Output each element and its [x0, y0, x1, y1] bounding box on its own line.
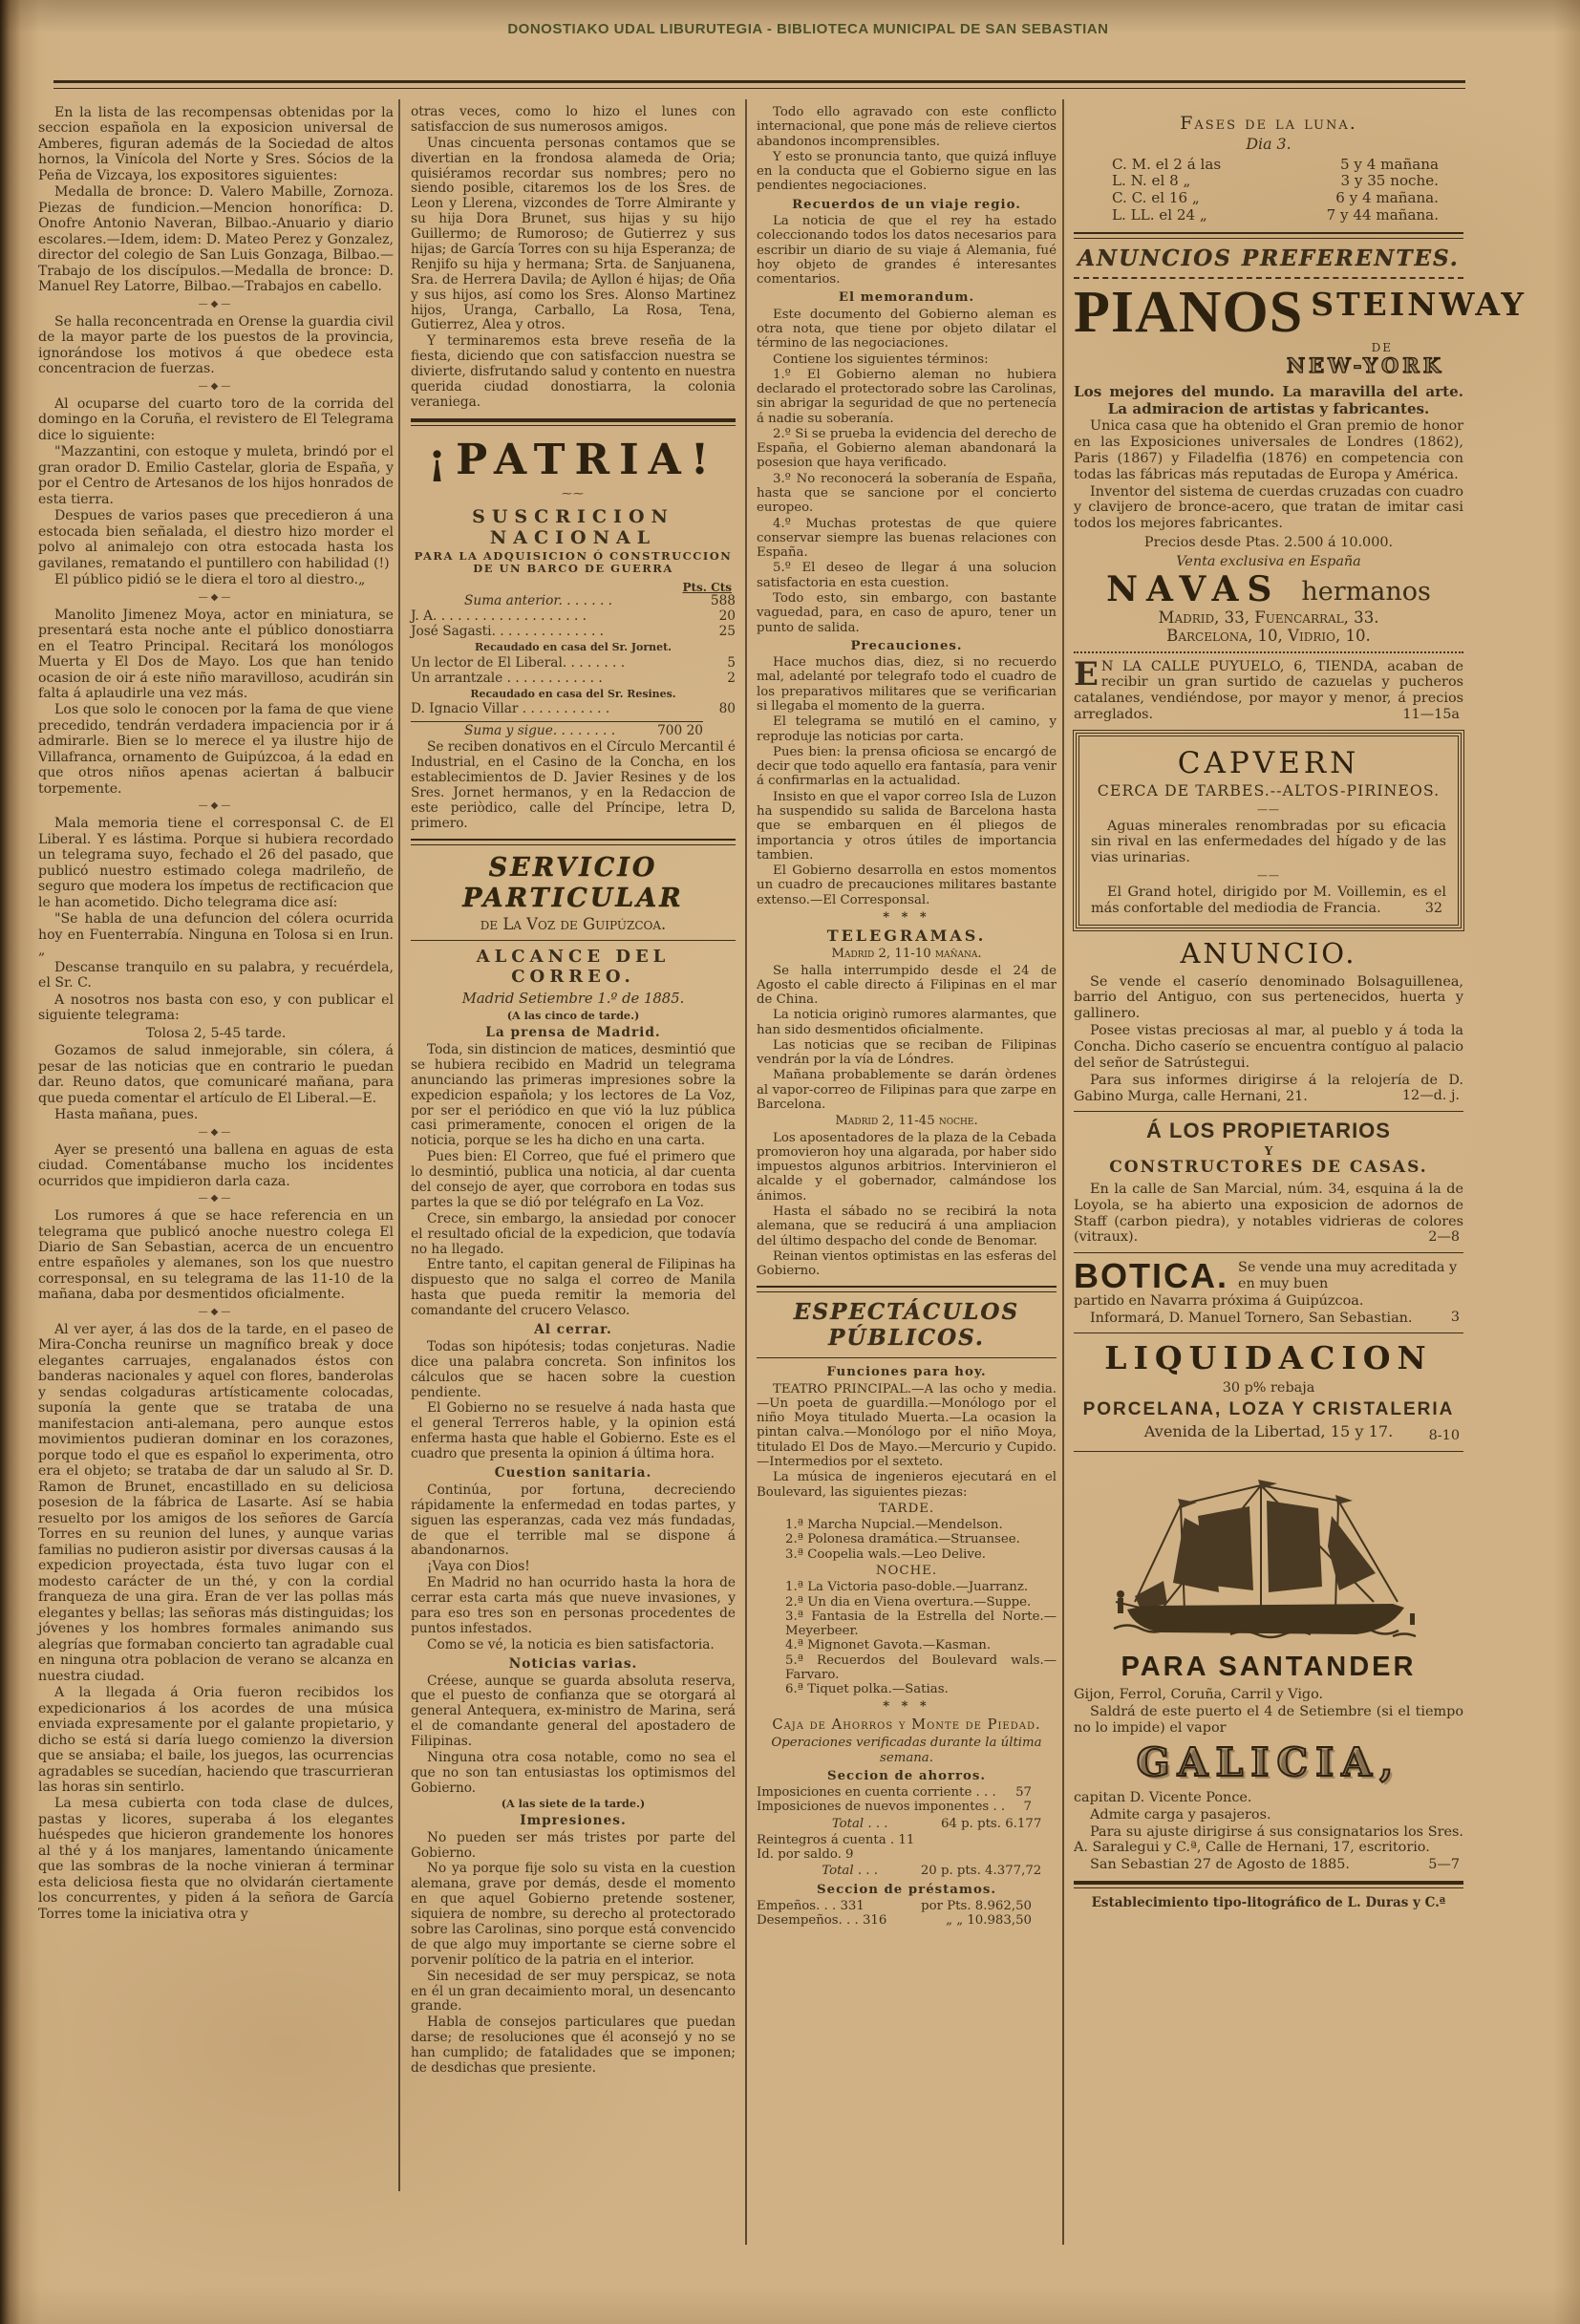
row-label: Imposiciones de nuevos imponentes . . — [757, 1800, 1006, 1815]
li: 6.ª Tiquet polka.—Satias. — [785, 1682, 949, 1697]
paragraph: Al ver ayer, á las dos de la tarde, en el paseo de Mira-Concha reunirse un magnífico break y doce elegantes carruajes, engalanados éstos con banderas nacionales y aquel con flores, banderolas y sendas colgaduras artísticamente colocadas, suponía la gente que se trataba de una manifestacion anti-alemana, pero aunque estos movimientos pudieran dominar en los corazones, porque todo el que es español lo experimenta, otro era el objeto; se trataba de dar un saludo al Sr. D. Ramon de Brunet, encastillado en su deliciosa posesion de la fábrica de Lasarte. Así se habia resuelto por los amigos de los señores de García Torres en su reunion del lunes, y aunque varias familias no pudieron asistir por diversas causas á la expedicion proyectada, ésta tuvo lugar con el modesto carácter de un thé, y con la cordial franqueza de una gira. Eran de ver las pollas más elegantes y bellas; las señoras más distinguidas; los jóvenes y los hombres formales animando sus alegrías que formaban concierto tan agradable cual en ninguna otra poblacion de verano se alcanza en nuestra ciudad. — [38, 1321, 394, 1684]
row-value: 3 y 35 noche. — [1340, 172, 1439, 190]
paragraph: Medalla de bronce: D. Valero Mabille, Zornoza. Piezas de fundicion.—Mencion honorífica: D. Onofre Antonio Naveran, Bilbao.-Anuario y diario escolares.—Idem, idem: D. Mateo Perez y Gonzalez, director del colegio de San Luis Gonzaga, Bilbao.—Trabajo de los discípulos.—Medalla de bronce: D. Manuel Rey Latorre, Bilbao.—Trabajos en cabello. — [38, 184, 394, 295]
paragraph: capitan D. Vicente Ponce. — [1074, 1789, 1252, 1805]
paragraph: El Gobierno desarrolla en estos momentos un cuadro de precauciones militares bastante extenso.—El Corresponsal. — [757, 864, 1057, 907]
li: 5.ª Recuerdos del Boulevard wals.—Farvaro. — [785, 1652, 1057, 1682]
date-it: Madrid Setiembre 1.º de 1885. — [461, 990, 685, 1007]
small-c: (A las cinco de tarde.) — [506, 1009, 640, 1023]
paragraph: EN LA CALLE PUYUELO, 6, TIENDA, acaban de recibir un gran surtido de cazuelas y pucheros catalanes, vendiéndose, por mayor y menor, á precios arreglados. — [1074, 654, 1463, 723]
paragraph: 2.º Si se prueba la evidencia del derecho de España, el Gobierno aleman abandonará la posesion que haya verificado. — [757, 426, 1057, 471]
adnum: 3 — [1450, 1310, 1460, 1326]
row-value: 80 — [718, 701, 736, 717]
ad-title-santander: PARA SANTANDER — [1121, 1651, 1417, 1682]
column-4 — [1074, 111, 1527, 1911]
row-label: Total . . . — [831, 1816, 888, 1831]
moon — [1112, 157, 1439, 174]
small-sc-c: NOCHE. — [875, 1563, 938, 1578]
row — [786, 1817, 1041, 1831]
hr — [1074, 1111, 1463, 1112]
paragraph: "Mazzantini, con estoque y muleta, brindó por el gran orador D. Emilio Castelar, gloria de España, y por el Centro de Artesanos de los hijos honrados de esta tierra. — [38, 444, 394, 507]
hrdot — [1074, 651, 1463, 653]
adnum: 8-10 — [1428, 1427, 1460, 1443]
li: 2.ª Polonesa dramática.—Struansee. — [785, 1532, 1020, 1547]
row-value: por Pts. 8.962,50 — [921, 1899, 1032, 1914]
paragraph: El telegrama se mutiló en el camino, y reproduje las noticias por carta. — [757, 714, 1057, 744]
row — [411, 702, 736, 717]
adnum: 2—8 — [1428, 1229, 1460, 1246]
paragraph: San Sebastian 27 de Agosto de 1885. — [1090, 1857, 1351, 1873]
h-anuncios: ANUNCIOS PREFERENTES. — [1078, 245, 1460, 271]
h-bold-c: Al cerrar. — [534, 1322, 612, 1337]
row — [786, 1864, 1041, 1878]
imprint: Establecimiento tipo-litográfico de L. Duras y C.ª — [1091, 1894, 1446, 1910]
paragraph: Gozamos de salud inmejorable, sin cólera, á pesar de las noticias que en contrario le puedan dar. Reuno datos, que comunicaré mañana, para que pueda comentar el artículo de El Liberal.—E. — [38, 1043, 394, 1106]
h-prop: Á LOS PROPIETARIOS — [1146, 1119, 1391, 1143]
h-servicio: SERVICIO PARTICULAR — [462, 853, 684, 913]
date-c: Tolosa 2, 5-45 tarde. — [145, 1025, 287, 1041]
row-label: Suma y sigue. . . . . . . . — [464, 723, 616, 739]
paragraph: Mala memoria tiene el corresponsal C. de El Liberal. Y es lástima. Porque si hubiera recordado un telegrama suyo, fechado el 26 del pasado, que publicó nuestro estimado colega madrileño, de seguro que modera los ímpetus de rectificacion que le han acometido. Dicho telegrama dice así: — [38, 816, 394, 910]
row-value: 5 — [727, 654, 736, 671]
paragraph: Se halla interrumpido desde el 24 de Agosto el cable directo á Filipinas en el mar de China. — [757, 963, 1057, 1008]
column-2 — [411, 105, 736, 2077]
center-n2: Avenida de la Libertad, 15 y 17. — [1143, 1421, 1394, 1440]
small-sc-c: TARDE. — [878, 1501, 935, 1516]
paragraph: Contiene los siguientes términos: — [773, 352, 989, 367]
paragraph: Saldrá de este puerto el 4 de Setiembre (si el tiempo no lo impide) el vapor — [1074, 1704, 1463, 1737]
paragraph: A la llegada á Oria fueron recibidos los expedicionarios á los acordes de una música enviada expresamente por el galante propietario, y dicho se está si daría luego comienzo la diversion que se ansiaba; el baile, los juegos, las ocurrencias agradables se sucedían, haciendo que trascurrieran las horas sin sentirlo. — [38, 1685, 394, 1795]
li: 2.ª Un dia en Viena overtura.—Suppe. — [785, 1594, 1032, 1610]
ad-title-botica — [1074, 1256, 1463, 1296]
row-value: 7 — [1023, 1800, 1032, 1815]
paragraph: ¡Vaya con Dios! — [427, 1559, 530, 1575]
row-value: hermanos — [1301, 577, 1431, 608]
paragraph: La noticia de que el rey ha estado coleccionando todos los datos necesarios para escribir un diario de su viaje á Alemania, fué hoy objeto de grandes é interesantes comentarios. — [757, 213, 1057, 288]
column-rule — [745, 99, 747, 2245]
adnum: 12—d. j. — [1401, 1088, 1460, 1104]
divider-ornament: —◆— — [198, 298, 234, 309]
h-bold-c: Impresiones. — [520, 1812, 627, 1828]
paragraph: No ya porque fije solo su vista en la cuestion alemana, grave por demás, desde el momento en que aquel Gobierno pretende sostener, siquiera de nombre, su derecho al protectorado sobre las Carolinas, sino porque está convencido de que algo muy importante se cierne sobre el porvenir político de la patria en el interior. — [411, 1861, 736, 1968]
paragraph: TEATRO PRINCIPAL.—A las ocho y media.—Un poeta de guardilla.—Monólogo por el niño Moya titulado Muerta.—La ocasion la pintan calva.—Monólogo por el niño Moya, titulado El Dos de Mayo.—Mercurio y Cupido.—Intermedios por el sexteto. — [757, 1381, 1057, 1469]
paragraph: 4.º Muchas protestas de que quiere conservar siempre las buenas relaciones con España. — [757, 516, 1057, 561]
paragraph: Hace muchos dias, diez, si no recuerdo mal, adelanté por telegrafo todo el cuadro de los preparativos militares que se verificarian si llegaba el momento de la guerra. — [757, 655, 1057, 714]
h-bold-c: La prensa de Madrid. — [485, 1025, 661, 1041]
row-value: STEINWAY — [1311, 286, 1527, 324]
row-value: 20 — [718, 608, 736, 625]
row — [411, 609, 736, 625]
row — [757, 1785, 1057, 1800]
h-bold-c: Precauciones. — [850, 638, 963, 653]
ad-title-pianos — [1074, 280, 1527, 346]
divider-ornament: —◆— — [198, 1306, 234, 1317]
row-label: Id. por saldo. 9 — [757, 1847, 854, 1863]
right-sm: Pts. Cts — [682, 580, 732, 594]
hr2 — [411, 839, 736, 845]
divider-ornament: —— — [1257, 802, 1280, 816]
paragraph: Manolito Jimenez Moya, actor en miniatura, se presentará esta noche ante el público donostiarra en el Teatro Principal. Recitará los monólogos Muerta y El Dos de Mayo. Los que han tenido ocasion de oir á este niño maravilloso, acudirán sin falta á aplaudirle una vez más. — [38, 607, 394, 701]
paragraph: En Madrid no han ocurrido hasta la hora de cerrar esta carta más que nueve invasiones, y para eso tres son en personas procedentes de puntos infestados. — [411, 1575, 736, 1636]
paragraph: Ayer se presentó una ballena en aguas de esta ciudad. Comentábanse mucho los incidentes ocurridos que impidieron darla caza. — [38, 1141, 394, 1189]
paragraph: Y esto se pronuncia tanto, que quizá influye en la conducta que el Gobierno sigue en las pendientes negociaciones. — [757, 149, 1057, 194]
adnum: 11—15a — [1402, 706, 1460, 722]
small-c: (A las siete de la tarde.) — [501, 1796, 646, 1810]
section-title-patria: ¡PATRIA! — [427, 435, 719, 484]
paragraph: Toda, sin distincion de matices, desmintió que se hubiera recibido en Madrid un telegrama anunciando las primeras impresiones sobre la expedicion española; y los lectores de La Voz, por ser el periódico en que vió la luz pública casi primeramente, conocen el origen de la noticia, porque se les ha dicho en una carta. — [411, 1041, 736, 1149]
capvern-ad-box — [1076, 733, 1462, 928]
row-value: 700 20 — [657, 723, 703, 739]
piano-de: DE — [1371, 341, 1393, 355]
paragraph: A nosotros nos basta con eso, y con publicar el siguiente telegrama: — [38, 991, 394, 1024]
paragraph: Unas cincuenta personas contamos que se divertian en la frondosa alameda de Oria; quisiéramos recordar sus nombres; pero no siendo posible, citaremos los de los Sres. de Leon y Llerena, vizcondes de Torre Almirante y su hija Dora Brunet, sus hijas y su hijo Guillermo; de Rumoroso; de Gutierrez y sus hijas; de García Torres con su hija Esperanza; de Renjifo su hija y hermana; Srta. de Sanjuanena, Sra. de Herrera Davila; de Ayllon é hijas; de Oña y sus hijos, así como los Sres. Alonso Martinez hijos, Uranga, Carballo, La Rosa, Tena, Gutierrez, Alea y otros. — [411, 135, 736, 333]
paragraph: Ninguna otra cosa notable, como no sea el que no son tan entusiastas los optimismos del Gobierno. — [411, 1750, 736, 1796]
paragraph: Entre tanto, el capitan general de Filipinas ha dispuesto que no salga el correo de Manila hasta que pueda remitir la memoria del comandante del crucero Velasco. — [411, 1257, 736, 1319]
paragraph: Créese, aunque se guarda absoluta reserva, que el puesto de confianza que se otorgará al general Antequera, ex-ministro de Marina, será el de comandante general del apostadero de Filipinas. — [411, 1673, 736, 1750]
paragraph: Se vende el caserío denominado Bolsaguillenea, barrio del Antiguo, con sus pertenecidos, huerta y gallinero. — [1074, 973, 1463, 1022]
row-label: Reintegros á cuenta . 11 — [757, 1832, 915, 1847]
row — [757, 1847, 1057, 1862]
paragraph: Al ocuparse del cuarto toro de la corrida del domingo en la Coruña, el revistero de El Telegrama dice lo siguiente: — [38, 395, 394, 443]
paragraph: Mañana probablemente se darán òrdenes al vapor-correo de Filipinas para que zarpe en Barcelona. — [757, 1068, 1057, 1113]
moon — [1112, 207, 1439, 224]
paragraph: Todo esto, sin embargo, con bastante vaguedad, para, en caso de apuro, tener un punto de salida. — [757, 591, 1057, 635]
h-bold-c: Noticias varias. — [508, 1655, 638, 1672]
row-label: PIANOS — [1074, 280, 1304, 346]
paragraph: Todo ello agravado con este conflicto internacional, que pone más de relieve ciertos abandonos incomprensibles. — [757, 105, 1057, 149]
paragraph: Unica casa que ha obtenido el Gran premio de honor en las Exposiciones universales de Londres (1862), Paris (1867) y Filadelfia (1876) en competencia con todas las fábricas más reputadas de Europa y América. — [1074, 418, 1463, 482]
paragraph: Despues de varios pases que precedieron á una estocada bien señalada, el diestro hizo morder el polvo al animalejo con otra estocada hasta los gavilanes, rematando el puntillero con habilidad (!) — [38, 508, 394, 571]
paragraph: Los rumores á que se hace referencia en un telegrama que publicó anoche nuestro colega El Diario de San Sebastian, acerca de un encuentro entre españoles y alemanes, son los que nuestro corresponsal, en su telegrama de las 11-10 de la mañana, daba por desmentidos oficialmente. — [38, 1208, 394, 1303]
h-sub: SUSCRICION NACIONAL — [472, 505, 674, 548]
paragraph: Insisto en que el vapor correo Isla de Luzon ha suspendido su salida de Barcelona hasta que se embarquen en él pliegos de importancia y otros útiles de importancia tambien. — [757, 789, 1057, 863]
li: 3.ª Fantasia de la Estrella del Norte.—Meyerbeer. — [785, 1609, 1057, 1639]
paragraph: Como se vé, la noticia es bien satisfactoria. — [427, 1636, 715, 1652]
h-espect: ESPECTÁCULOS PÚBLICOS. — [793, 1299, 1020, 1351]
ship-engraving — [1074, 1459, 1463, 1650]
column-3 — [757, 105, 1057, 1929]
date-sc: Madrid 2, 11-45 noche. — [835, 1114, 978, 1129]
row-label: BOTICA. — [1074, 1256, 1228, 1296]
hr — [757, 1357, 1057, 1358]
row-value: Se vende una muy acreditada y en muy buen — [1238, 1260, 1458, 1291]
paragraph: Los que solo le conocen por la fama de que viene precedido, tendrán verdadera impaciencia por ir á admirarle. Bien se lo merece el ya ilustre hijo de Villafranca, ornamento de Guipúzcoa, á la edad en que otros niños apenas aciertan á balbucir torpemente. — [38, 702, 394, 797]
paragraph: Habla de consejos particulares que puedan darse; de resoluciones que él aconsejó y no se han cumplido; de fatalidades que se imponen; de desdichas que presiente. — [411, 2015, 736, 2076]
moon — [1112, 190, 1439, 207]
divider-ornament: —◆— — [198, 1126, 234, 1138]
h-bold-c: Funciones para hoy. — [826, 1365, 987, 1380]
h-prop2: CONSTRUCTORES DE CASAS. — [1109, 1157, 1428, 1177]
paragraph: Hasta el sábado no se recibirá la nota alemana, que se reducirá á una ampliacion del último despacho del conde de Benomar. — [757, 1205, 1057, 1248]
adnum: 32 — [1424, 900, 1442, 916]
row-label: C. C. el 16 „ — [1112, 189, 1200, 207]
row-value: 588 — [710, 593, 736, 609]
center-n: Precios desde Ptas. 2.500 á 10.000. — [1143, 535, 1394, 551]
row — [411, 656, 736, 672]
h-telegramas: TELEGRAMAS. — [826, 926, 987, 945]
divider-ornament: —◆— — [198, 1193, 234, 1205]
h-porc: PORCELANA, LOZA Y CRISTALERIA — [1082, 1398, 1455, 1419]
column-4-bottom — [1074, 1652, 1463, 1911]
row-label: J. A. . . . . . . . . . . . . . . . . . . — [411, 608, 587, 625]
paragraph: La música de ingenieros ejecutará en el Boulevard, las siguientes piezas: — [757, 1470, 1057, 1500]
paragraph: La mesa cubierta con toda clase de dulces, pastas y licores, superaba á los elegantes huéspedes que hicieron grandemente los honores al thé y á los manjares, lamentando únicamente que las sombras de la noche vinieran á terminar esta deliciosa fiesta que no olvidarán ciertamente los concurrentes, y piden á la señora de García Torres tome la iniciativa otra y — [38, 1796, 394, 1922]
row — [757, 1800, 1057, 1814]
paragraph: Sin necesidad de ser muy perspicaz, se nota en él un gran decaimiento moral, un desencanto grande. — [411, 1968, 736, 2015]
h-line2: de La Voz de Guipúzcoa. — [480, 915, 667, 934]
paragraph: Para su ajuste dirigirse á sus consignatarios los Sres. A. Saralegui y C.ª, Calle de Hernani, 17, escritorio. — [1074, 1823, 1463, 1856]
ad-title-anuncio: ANUNCIO. — [1180, 936, 1357, 970]
moon — [1112, 173, 1439, 190]
row — [411, 625, 736, 640]
h-bold-c: El memorandum. — [838, 290, 975, 306]
row — [411, 721, 703, 739]
row-label: C. M. el 2 á las — [1112, 155, 1222, 173]
h-caja: Caja de Ahorros y Monte de Piedad. — [772, 1716, 1041, 1734]
asterism: * * * — [883, 909, 930, 925]
row — [411, 672, 736, 687]
row — [411, 594, 736, 609]
column-rule — [398, 99, 400, 2191]
piano-ny: NEW-YORK — [1286, 353, 1444, 378]
paragraph: Los aposentadores de la plaza de la Cebada promovieron hoy una algarada, por haber sido impuestos algunos arbitrios. Intervinieron el alcalde y el gobernador, calmándose los ánimos. — [757, 1130, 1057, 1204]
h-bold-c: Seccion de préstamos. — [817, 1882, 996, 1897]
center-n: 30 p% rebaja — [1222, 1379, 1315, 1396]
row-label: Desempeños. . . 316 — [757, 1913, 887, 1929]
li: 4.ª Mignonet Gavota.—Kasman. — [785, 1638, 992, 1653]
paragraph: Continúa, por fortuna, decreciendo rápidamente la enfermedad en todas partes, y siguen las esperanzas, cada vez más fundadas, de que el terrible mal se dispone á abandonarnos. — [411, 1482, 736, 1559]
divider-ornament: ⁓⁓ — [562, 486, 585, 500]
row-label: Un lector de El Liberal. . . . . . . . — [411, 654, 626, 671]
addr: Madrid, 33, Fuencarral, 33. — [1158, 608, 1379, 627]
paragraph: 1.º El Gobierno aleman no hubiera declarado el protectorado sobre las Carolinas, sin abrigar la seguridad de que no pertenecía á nadie su soberanía. — [757, 367, 1057, 426]
paragraph: otras veces, como lo hizo el lunes con satisfaccion de sus numerosos amigos. — [411, 104, 736, 135]
paragraph: Las noticias que se reciban de Filipinas vendrán por la vía de Lóndres. — [757, 1037, 1057, 1068]
paragraph: Admite carga y pasajeros. — [1090, 1806, 1271, 1823]
masthead-rule — [53, 80, 1465, 89]
row-value: 20 p. pts. 4.377,72 — [920, 1864, 1042, 1879]
paragraph: En la calle de San Marcial, núm. 34, esquina á la de Loyola, se ha abierto una exposicion de adornos de Staff (carbon piedra), y notables vidrieras de colores (vitraux). — [1074, 1181, 1463, 1246]
paragraph: El Grand hotel, dirigido por M. Voillemin, es el más confortable del mediodia de Francia. — [1091, 885, 1446, 916]
h-prop-y: Y — [1264, 1143, 1273, 1158]
row-value: 57 — [1015, 1785, 1032, 1801]
row-value: 2 — [727, 670, 736, 686]
paragraph: 5.º El deseo de llegar á una solucion satisfactoria en esta cuestion. — [757, 561, 1057, 590]
row-value: 25 — [718, 624, 736, 640]
p-bold: Los mejores del mundo. La maravilla del arte. La admiracion de artistas y fabricantes. — [1074, 382, 1463, 417]
asterism: * * * — [883, 1699, 930, 1715]
paragraph: Gijon, Ferrol, Coruña, Carril y Vigo. — [1074, 1687, 1324, 1703]
divider-ornament: —◆— — [198, 800, 234, 812]
date-sc: Madrid 2, 11-10 mañana. — [831, 947, 982, 962]
column-4-middle — [1074, 938, 1463, 1452]
ad-title-navas — [1074, 568, 1463, 609]
h-bold-c: Cuestion sanitaria. — [494, 1465, 652, 1482]
row-value: 64 p. pts. 6.177 — [940, 1816, 1042, 1831]
paragraph: Se halla reconcentrada en Orense la guardia civil de la mayor parte de los puestos de la provincia, ignorándose los motivos á que obedece esta concentracion de fuerzas. — [38, 313, 394, 377]
hr2 — [757, 1286, 1057, 1292]
adnum: 5—7 — [1428, 1857, 1460, 1873]
h-alcance: ALCANCE DEL CORREO. — [476, 947, 671, 988]
h-bold-c: Recuerdos de un viaje regio. — [792, 197, 1021, 212]
paragraph: Pues bien: la prensa oficiosa se encargó de decir que todo aquello era fantasía, para venir á confirmarlas en la actualidad. — [757, 744, 1057, 789]
row-label: L. LL. el 24 „ — [1112, 205, 1207, 224]
row-label: D. Ignacio Villar . . . . . . . . . . . — [411, 701, 610, 717]
row-label: Un arrantzale . . . . . . . . . . . . — [411, 670, 603, 686]
divider-ornament: —◆— — [198, 591, 234, 603]
row-label: José Sagasti. . . . . . . . . . . . . . — [411, 624, 605, 640]
ad-title-liquidacion: LIQUIDACION — [1104, 1339, 1433, 1377]
row-label: Imposiciones en cuenta corriente . . . — [757, 1785, 996, 1801]
hr — [1074, 1451, 1463, 1452]
library-stamp: DONOSTIAKO UDAL LIBURUTEGIA - BIBLIOTECA MUNICIPAL DE SAN SEBASTIAN — [507, 21, 1109, 37]
paragraph: La noticia originò rumores alarmantes, que han sido desmentidos oficialmente. — [757, 1008, 1057, 1037]
paragraph: Todas son hipótesis; todas conjeturas. Nadie dice una palabra concreta. Son infinitos los cálculos que se hacen sobre la cuestion pendiente. — [411, 1338, 736, 1400]
column-4-top — [1074, 113, 1527, 723]
paragraph: Y terminaremos esta breve reseña de la fiesta, diciendo que con satisfaccion nuestra se divierte, disfrutando salud y contento en nuestra querida ciudad donostiarra, la colonia veraniega. — [411, 333, 736, 410]
row-value: 7 y 44 mañana. — [1326, 205, 1439, 224]
hrdash — [1074, 277, 1463, 279]
paragraph: Este documento del Gobierno aleman es otra nota, que tiene por objeto dilatar el término de las negociaciones. — [757, 307, 1057, 352]
li: 1.ª La Victoria paso-doble.—Juarranz. — [785, 1580, 1029, 1595]
h-fases: Fases de la luna. — [1180, 113, 1357, 134]
paragraph: "Se habla de una defuncion del cólera ocurrida hoy en Fuenterrabía. Ninguna en Tolosa si en Irun.„ — [38, 911, 394, 959]
row-label: Total . . . — [822, 1864, 878, 1879]
row-label: Suma anterior. . . . . . . — [464, 593, 613, 609]
row-label: L. N. el 8 „ — [1112, 172, 1191, 190]
addr: Barcelona, 10, Vidrio, 10. — [1166, 627, 1371, 646]
row-value: 6 y 4 mañana. — [1335, 189, 1439, 207]
paragraph: Se reciben donativos en el Círculo Mercantil é Industrial, en el Casino de la Concha, en los establecimientos de D. Javier Resines y de los Sres. Jornet hermanos, y en la Redaccion de este periòdico, calle del Príncipe, letra D, primero. — [411, 739, 736, 831]
divider-ornament: —— — [1257, 869, 1280, 883]
column-rule — [1062, 99, 1064, 2245]
paragraph: En la lista de las recompensas obtenidas por la seccion española en la exposicion universal de Amberes, figuran además de la Sociedad de altos hornos, la Vinícola del Norte y Sres. Sócios de la Peña de Vizcaya, los expositores siguientes: — [38, 105, 394, 183]
h-caps-sm2: CERCA DE TARBES.--ALTOS-PIRINEOS. — [1097, 781, 1441, 800]
paragraph: Posee vistas preciosas al mar, al pueblo y á toda la Concha. Dicho caserío se encuentra contíguo al palacio del señor de Satrústegui. — [1074, 1023, 1463, 1071]
paragraph: El público pidió se le diera el toro al diestro.„ — [54, 572, 366, 588]
paragraph: 3.º No reconocerá la soberanía de España, hasta que se sancione por el concierto europeo. — [757, 471, 1057, 516]
paragraph: Inventor del sistema de cuerdas cruzadas con cuadro y clavijero de bronce-acero, que tratan de imitar casi todos los mejores fabricantes. — [1074, 483, 1463, 532]
paragraph: El Gobierno no se resuelve á nada hasta que el general Terreros hable, y la opinion está enferma hasta que hable el Gobierno. Este es el cuadro que presenta la opinion á última hora. — [411, 1400, 736, 1462]
paragraph: Pues bien: El Correo, que fué el primero que lo desmintió, publica una noticia, al dar cuenta del consejo de ayer, que corrobora en todas sus partes la que se dió por telégrafo en La Voz. — [411, 1149, 736, 1210]
dia: Dia 3. — [1246, 135, 1292, 154]
li: 3.ª Coopelia wals.—Leo Delive. — [785, 1546, 986, 1562]
note: Recaudado en casa del Sr. Resines. — [470, 687, 676, 700]
hrheavy — [411, 418, 736, 426]
hr — [1074, 1252, 1463, 1253]
hr — [411, 940, 736, 941]
paragraph: Descanse tranquilo en su palabra, y recuérdela, el Sr. C. — [38, 959, 394, 991]
paragraph: partido en Navarra próxima á Guipúzcoa. — [1074, 1292, 1364, 1309]
note: Recaudado en casa del Sr. Jornet. — [475, 641, 672, 654]
h-caps-sm: PARA LA ADQUISICION Ó CONSTRUCCION DE UN BARCO DE GUERRA — [414, 548, 733, 576]
li: 1.ª Marcha Nupcial.—Mendelson. — [785, 1518, 1003, 1533]
ad-title-capvern: CAPVERN — [1177, 745, 1360, 780]
ship-name-galicia: GALICIA, — [1136, 1738, 1401, 1785]
paragraph: Hasta mañana, pues. — [54, 1107, 199, 1123]
row-label: NAVAS — [1106, 568, 1281, 609]
row — [757, 1899, 1057, 1913]
paragraph: Aguas minerales renombradas por su eficacia sin rival en las enfermedades del hígado y de las vias urinarias. — [1091, 818, 1446, 866]
hr2 — [1074, 232, 1463, 239]
h-bold-c: Seccion de ahorros. — [826, 1768, 986, 1783]
it-c: Venta exclusiva en España — [1176, 554, 1361, 570]
hrheavy — [1074, 1881, 1463, 1888]
row-value: „ „ 10.983,50 — [946, 1913, 1032, 1929]
divider-ornament: —◆— — [198, 380, 234, 392]
row — [757, 1833, 1057, 1847]
paragraph: Reinan vientos optimistas en las esferas del Gobierno. — [757, 1248, 1057, 1279]
row-value: 5 y 4 mañana — [1340, 155, 1439, 173]
paragraph: Informará, D. Manuel Tornero, San Sebastian. — [1090, 1310, 1413, 1326]
row-label: Empeños. . . 331 — [757, 1899, 865, 1914]
paragraph: No pueden ser más tristes por parte del Gobierno. — [411, 1829, 736, 1861]
column-1 — [38, 105, 394, 1922]
paragraph: Crece, sin embargo, la ansiedad por conocer el resultado oficial de la expedicion, que todavía no ha llegado. — [411, 1210, 736, 1257]
paragraph: Para sus informes dirigirse á la relojería de D. Gabino Murga, calle Hernani, 21. — [1074, 1072, 1463, 1104]
row — [757, 1913, 1057, 1928]
it-c: Operaciones verificadas durante la última semana. — [771, 1736, 1042, 1765]
